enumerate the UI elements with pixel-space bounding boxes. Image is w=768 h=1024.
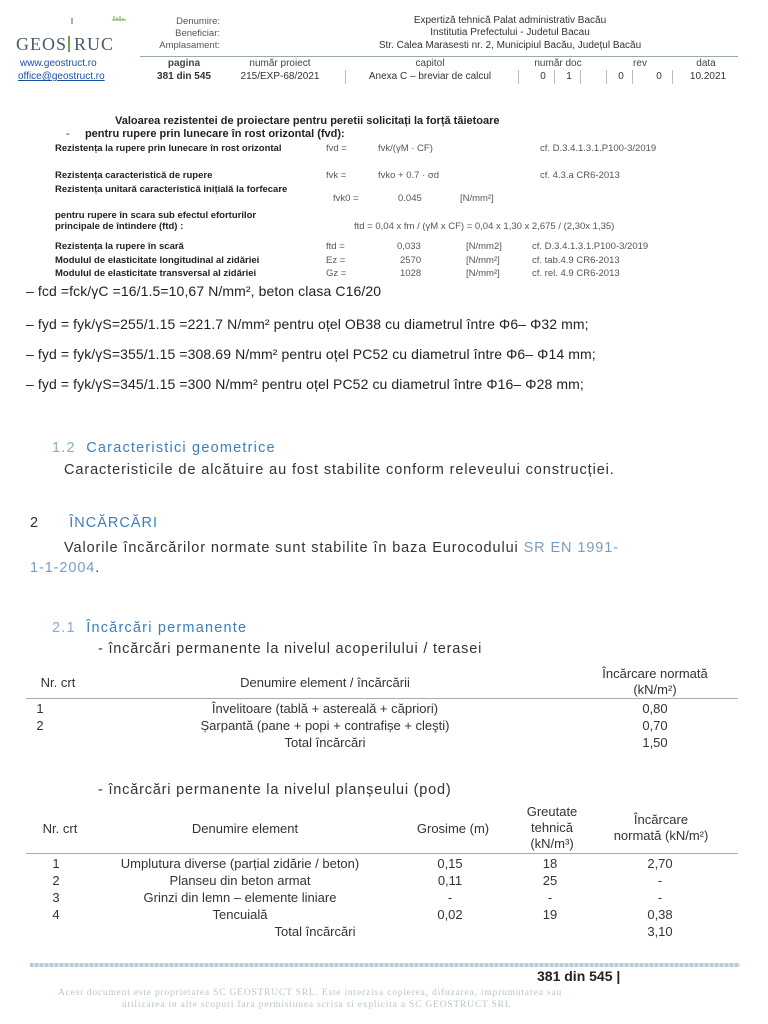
rez-label: Modulul de elasticitate transversal al zidăriei	[55, 268, 257, 279]
rezistente-subtitle	[66, 128, 345, 140]
table2-header-greutate: Greutate	[526, 804, 578, 819]
rez-ref: cf. tab.4.9 CR6-2013	[532, 255, 620, 266]
table1-row-nr: 2	[36, 718, 44, 733]
rez-label: pentru rupere în scara sub efectul eforturilor principale de întindere (ftd) :	[55, 210, 257, 232]
rez-ref: cf. rel. 4.9 CR6-2013	[532, 268, 620, 279]
rezistente-title: Valoarea rezistentei de proiectare pentru peretii solicitați la forță tăietoare	[115, 115, 500, 127]
rez-label: Rezistența la rupere în scară	[55, 241, 184, 252]
meta-header-capitol: capitol	[415, 58, 445, 69]
rez-unit: [N/mm²]	[460, 193, 494, 204]
table2-row-nr: 2	[52, 873, 60, 888]
section-2-text	[64, 537, 619, 559]
rez-ref: cf. D.3.4.1.3.1.P100-3/2019	[540, 143, 657, 154]
table2-row-gros: 0,02	[437, 907, 463, 922]
rez-label: Modulul de elasticitate longitudinal al zidăriei	[55, 255, 260, 266]
formula-fyd-pc52-small: – fyd = fyk/γS=355/1.15 =308.69 N/mm² pentru oțel PC52 cu diametrul între Φ6– Φ14 mm;	[26, 346, 596, 362]
logo-text-ruc: RUC	[74, 34, 115, 54]
rez-symbol: ftd =	[326, 241, 345, 252]
meta-header-pagina: pagina	[167, 58, 201, 69]
section-1-2-text: Caracteristicile de alcătuire au fost stabilite conform releveului construcției.	[64, 462, 615, 478]
meta-proiect: 215/EXP-68/2021	[240, 71, 320, 82]
list-item-planseu: - încărcări permanente la nivelul planșeului (pod)	[98, 782, 452, 798]
meta-separator	[606, 70, 607, 84]
rez-symbol: Gz =	[326, 268, 347, 279]
table2-row-greutate: 19	[542, 907, 558, 922]
table1-row-val: 0,80	[642, 701, 668, 716]
meta-doc-digit: 0	[540, 71, 546, 82]
table2-row-val: -	[657, 873, 663, 888]
meta-header-doc: număr doc	[534, 58, 582, 69]
rez-label: Rezistența unitară caracteristică inițială la forfecare	[55, 184, 288, 195]
table2-header-line	[26, 853, 738, 854]
table2-header-inc-unit: normată (kN/m²)	[613, 828, 709, 843]
table2-row-nr: 3	[52, 890, 60, 905]
rez-value: fvko + 0.7 · σd	[378, 170, 440, 181]
meta-separator	[518, 70, 519, 84]
meta-header-data: data	[696, 58, 716, 69]
footer-page-number: 381 din 545 |	[537, 968, 621, 984]
formula-fyd-ob38: – fyd = fyk/γS=255/1.15 =221.7 N/mm² pentru oțel OB38 cu diametrul între Φ6– Φ32 mm;	[26, 316, 589, 332]
table2-total-value: 3,10	[647, 924, 673, 939]
table2-header-inc: Încărcare	[633, 812, 689, 827]
rez-unit: [N/mm²]	[466, 255, 500, 266]
table2-header-tehnica: tehnică	[531, 820, 573, 835]
company-logo	[14, 14, 136, 58]
section-2-1-heading	[52, 620, 247, 636]
website-link[interactable]: www.geostruct.ro	[20, 58, 97, 69]
table2-header-unit: (kN/m³)	[530, 836, 574, 851]
table2-header-gros: Grosime (m)	[416, 821, 490, 836]
table2-row-val: -	[657, 890, 663, 905]
table2-header-nr: Nr. crt	[42, 821, 78, 836]
rez-unit: [N/mm²]	[466, 268, 500, 279]
value-beneficiar: Institutia Prefectului - Judetul Bacau	[430, 27, 590, 38]
rez-value: 0.045	[398, 193, 422, 204]
logo-graphic	[14, 14, 136, 58]
meta-pagina: 381 din 545	[157, 71, 211, 82]
table1-header-unit: (kN/m²)	[633, 682, 677, 697]
label-beneficiar: Beneficiar:	[175, 28, 220, 39]
section-title: Caracteristici geometrice	[86, 440, 276, 456]
eurocode-ref-cont: 1-1-2004	[30, 560, 96, 576]
meta-separator	[554, 70, 555, 84]
formula-fcd: – fcd =fck/γC =16/1.5=10,67 N/mm², beton clasa C16/20	[26, 283, 382, 299]
table1-header-nr: Nr. crt	[40, 675, 76, 690]
section-number: 2.1	[52, 620, 76, 636]
formula-fyd-pc52-large: – fyd = fyk/γS=345/1.15 =300 N/mm² pentru oțel PC52 cu diametrul între Φ16– Φ28 mm;	[26, 376, 584, 392]
rez-value: fvk/(γM · CF)	[378, 143, 433, 154]
section-title: Încărcări permanente	[86, 620, 248, 636]
table2-row-greutate: -	[547, 890, 553, 905]
value-amplasament: Str. Calea Marasesti nr. 2, Municipiul Bacău, Județul Bacău	[378, 40, 642, 51]
table2-row-val: 0,38	[647, 907, 673, 922]
rez-ref: cf. 4.3.a CR6-2013	[540, 170, 620, 181]
meta-data: 10.2021	[689, 71, 727, 82]
table2-row-gros: 0,15	[437, 856, 463, 871]
rez-label: Rezistența la rupere prin lunecare în rost orizontal	[55, 143, 282, 154]
rez-symbol: fvk0 =	[333, 193, 359, 204]
meta-capitol: Anexa C – breviar de calcul	[368, 71, 492, 82]
rez-label: Rezistența caracteristică de rupere	[55, 170, 213, 181]
table2-row-greutate: 25	[542, 873, 558, 888]
footer-copyright-line2: utilizarea in alte scopuri fara permisiunea scrisa si explicita a SC GEOSTRUCT SRL	[122, 1000, 512, 1010]
table2-total-label: Total încărcări	[274, 924, 356, 939]
rezistente-subtitle-text: pentru rupere prin lunecare în rost orizontal (fvd):	[84, 128, 345, 140]
rez-symbol: fvk =	[326, 170, 347, 181]
table2-row-val: 2,70	[647, 856, 673, 871]
rez-ref: cf. D.3.4.1.3.1.P100-3/2019	[532, 241, 649, 252]
table1-total-label: Total încărcări	[284, 735, 366, 750]
table1-header-line	[26, 698, 738, 699]
table1-row-den: Învelitoare (tablă + asterealǎ + căpriori)	[211, 701, 439, 716]
table1-total-value: 1,50	[642, 735, 668, 750]
rez-formula: ftd = 0,04 x fm / (γM x CF) = 0,04 x 1,30 x 2,675 / (2,30x 1,35)	[354, 221, 615, 232]
table1-header-inc: Încărcare normată	[602, 666, 708, 681]
meta-separator	[345, 70, 346, 84]
table2-row-nr: 4	[52, 907, 60, 922]
section-title: ÎNCĂRCĂRI	[69, 515, 159, 531]
table2-row-gros: 0,11	[437, 873, 463, 888]
footer-divider	[30, 963, 740, 967]
section-number: 1.2	[52, 440, 76, 456]
section-2-heading	[30, 515, 158, 531]
rez-symbol: fvd =	[326, 143, 347, 154]
email-link[interactable]: office@geostruct.ro	[18, 71, 105, 82]
rez-unit: [N/mm2]	[466, 241, 502, 252]
meta-rev: 0	[656, 71, 662, 82]
value-denumire: Expertiză tehnică Palat administrativ Bacău	[413, 15, 607, 26]
meta-doc-digit: 0	[618, 71, 624, 82]
table1-header-den: Denumire element / încărcării	[240, 675, 410, 690]
meta-separator	[632, 70, 633, 84]
bullet-dash: -	[66, 128, 85, 140]
table2-row-gros: -	[447, 890, 453, 905]
meta-header-rev: rev	[633, 58, 647, 69]
rez-value: 2570	[400, 255, 422, 266]
logo-text-geos: GEOS	[16, 34, 68, 54]
label-amplasament: Amplasament:	[159, 40, 220, 51]
table1-row-den: Șarpantă (pane + popi + contrafișe + cleşti)	[200, 718, 450, 733]
rez-symbol: Ez =	[326, 255, 346, 266]
table2-header-den: Denumire element	[191, 821, 299, 836]
table2-row-den: Planseu din beton armat	[169, 873, 311, 888]
table1-row-val: 0,70	[642, 718, 668, 733]
table2-row-greutate: 18	[542, 856, 558, 871]
section-1-2-heading	[52, 440, 276, 456]
footer-copyright-line1: Acest document este proprietatea SC GEOSTRUCT SRL. Este interzisa copierea, difuzarea, imprumutarea sau	[58, 988, 563, 998]
table2-row-den: Umplutura diverse (parțial zidărie / beton)	[120, 856, 360, 871]
meta-header-proiect: număr proiect	[249, 58, 311, 69]
rez-value: 1028	[400, 268, 422, 279]
rez-value: 0,033	[397, 241, 421, 252]
table1-row-nr: 1	[36, 701, 44, 716]
section-number: 2	[30, 515, 40, 531]
eurocode-ref: SR EN 1991-	[523, 540, 619, 556]
header-divider	[140, 56, 738, 57]
meta-doc-digit: 1	[566, 71, 572, 82]
table2-row-nr: 1	[52, 856, 60, 871]
table2-row-den: Grinzi din lemn – elemente liniare	[143, 890, 337, 905]
label-denumire: Denumire:	[176, 16, 220, 27]
meta-separator	[580, 70, 581, 84]
list-item-acoperis: - încărcări permanente la nivelul acoperilului / terasei	[98, 641, 483, 657]
section-2-text-a: Valorile încărcărilor normate sunt stabilite în baza Eurocodului	[64, 540, 524, 556]
table2-row-den: Tencuială	[212, 907, 268, 922]
meta-separator	[672, 70, 673, 84]
section-2-text-cont	[30, 557, 100, 579]
section-2-text-b: .	[95, 560, 101, 576]
